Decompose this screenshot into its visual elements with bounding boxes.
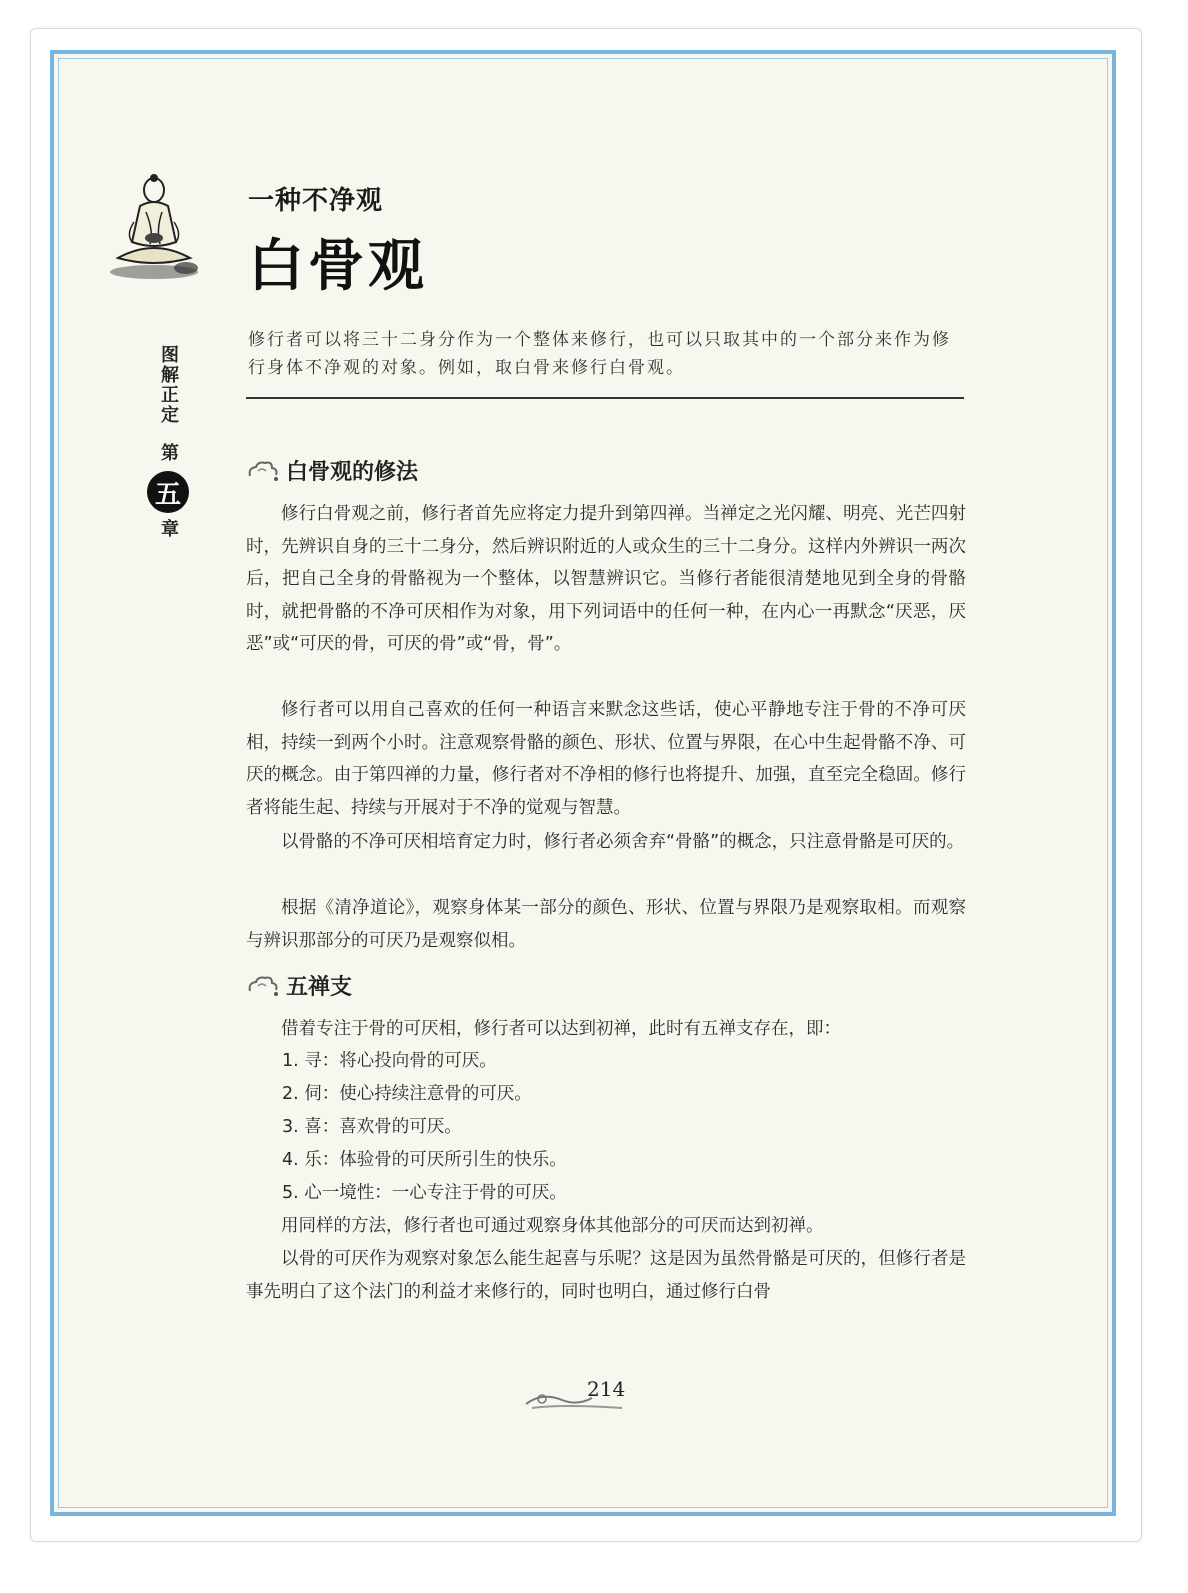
buddha-illustration: [106, 172, 202, 280]
list-item: 2. 伺：使心持续注意骨的可厌。: [282, 1084, 532, 1104]
list-item: 1. 寻：将心投向骨的可厌。: [282, 1051, 497, 1071]
paragraph-7: 以骨的可厌作为观察对象怎么能生起喜与乐呢？这是因为虽然骨骼是可厌的，但修行者是事先明白了这个法门的利益才来修行的，同时也明白，通过修行白骨: [246, 1249, 966, 1302]
page-subtitle: 一种不净观: [248, 186, 384, 216]
book-title: 图解正定: [158, 345, 179, 425]
paragraph-4: 根据《清净道论》，观察身体某一部分的颜色、形状、位置与界限乃是观察取相。而观察与辨识那部分的可厌乃是观察似相。: [246, 898, 966, 951]
section-heading-1: [246, 455, 418, 486]
chapter-prefix: 第: [158, 443, 179, 463]
paragraph-2: 修行者可以用自己喜欢的任何一种语言来默念这些话，使心平静地专注于骨的不净可厌相，持续一到两个小时。注意观察骨骼的颜色、形状、位置与界限，在心中生起骨骼不净、可厌的概念。由于第四禅的力量，修行者对不净相的修行也将提升、加强，直至完全稳固。修行者将能生起、持续与开展对于不净的觉观与智慧。: [246, 700, 966, 818]
cloud-ornament-icon: [246, 973, 280, 999]
list-item: 4. 乐：体验骨的可厌所引生的快乐。: [282, 1150, 567, 1170]
list-item: 3. 喜：喜欢骨的可厌。: [282, 1117, 462, 1137]
intro-text: 修行者可以将三十二身分作为一个整体来修行，也可以只取其中的一个部分来作为修行身体不净观的对象。例如，取白骨来修行白骨观。: [248, 330, 951, 378]
paragraph-1: 修行白骨观之前，修行者首先应将定力提升到第四禅。当禅定之光闪耀、明亮、光芒四射时，先辨识自身的三十二身分，然后辨识附近的人或众生的三十二身分。这样内外辨识一两次后，把自己全身的骨骼视为一个整体，以智慧辨识它。当修行者能很清楚地见到全身的骨骼时，就把骨骼的不净可厌相作为对象，用下列词语中的任何一种，在内心一再默念“厌恶，厌恶”或“可厌的骨，可厌的骨”或“骨，骨”。: [246, 504, 966, 654]
section-heading-1-text: 白骨观的修法: [286, 459, 419, 485]
page-number: 214: [587, 1377, 626, 1401]
section-heading-2: [246, 970, 352, 1001]
list-item: 5. 心一境性：一心专注于骨的可厌。: [282, 1183, 567, 1203]
chapter-number-badge: 五: [147, 471, 189, 513]
cloud-ornament-icon: [246, 458, 280, 484]
chapter-sidebar: [148, 345, 188, 539]
paragraph-3: 以骨骼的不净可厌相培育定力时，修行者必须舍弃“骨骼”的概念，只注意骨骼是可厌的。: [281, 832, 965, 852]
page-title: 白骨观: [248, 233, 428, 299]
divider: [246, 397, 964, 399]
chapter-suffix: 章: [158, 519, 179, 539]
section-heading-2-text: 五禅支: [286, 974, 353, 1000]
paragraph-5: 借着专注于骨的可厌相，修行者可以达到初禅，此时有五禅支存在，即：: [281, 1019, 841, 1039]
paragraph-6: 用同样的方法，修行者也可通过观察身体其他部分的可厌而达到初禅。: [281, 1216, 824, 1236]
